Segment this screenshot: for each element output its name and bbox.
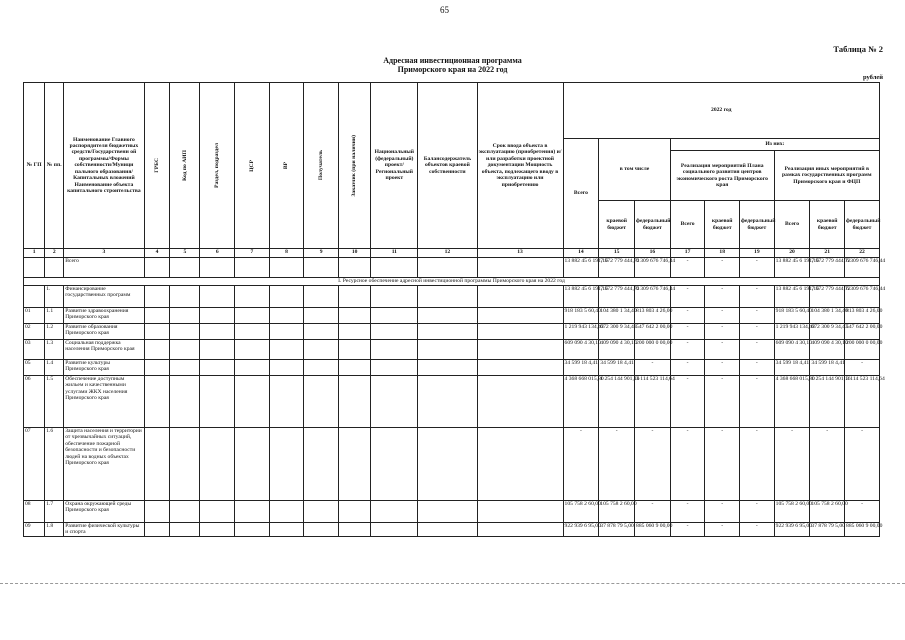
col-num: 18 [705,249,740,258]
value-c21: 409 090 4 30,10 [810,340,845,360]
value-c18: - [705,360,740,376]
gp-code: 03 [24,340,45,360]
cell [170,376,200,428]
program-name: Развитие физической культуры и спорта [64,523,144,537]
cell [338,340,370,360]
header-kraevoy-inyh: краевой бюджет [810,201,845,249]
value-c18: - [705,286,740,308]
value-c20: 922 939 6 95,00 [774,523,810,537]
cell [477,340,563,360]
page-number: 65 [440,5,449,15]
value-c21: 672 300 9 34,43 [810,324,845,340]
value-c20: 609 090 4 30,10 [774,340,810,360]
gp-code: 08 [24,501,45,523]
cell [371,523,418,537]
header-kraevoy-plan: краевой бюджет [705,201,740,249]
value-c19: - [740,286,775,308]
col-num: 20 [774,249,810,258]
cell [477,428,563,501]
value-c16: 3 114 523 114,64 [635,376,671,428]
cell [144,376,170,428]
col-num: 7 [235,249,270,258]
cell [269,376,304,428]
gp-code: 05 [24,360,45,376]
header-year: 2022 год [563,83,879,139]
title-line-1: Адресная инвестиционная программа [383,56,522,65]
program-name: Развитие образования Приморского края [64,324,144,340]
cell [235,324,270,340]
cell [477,360,563,376]
cell [144,360,170,376]
value-c18: - [705,376,740,428]
cell [338,286,370,308]
col-num: 9 [304,249,339,258]
section-title: I. Ресурсное обеспечение адресной инвестиционной программы Приморского края на 2022 год [24,278,880,286]
header-vr: ВР [269,83,304,249]
header-zakazchik: Заказчик (при наличии) [338,83,370,249]
value-c20: 4 368 668 015,80 [774,376,810,428]
document-title [0,56,905,74]
value-c19: - [740,523,775,537]
col-num: 1 [24,249,45,258]
value-c17: - [670,376,705,428]
cell [269,523,304,537]
cell [338,258,370,278]
cell [304,376,339,428]
value-c22: - [845,501,880,523]
pp-number: 1.1 [45,308,64,324]
total-c20: 13 882 45 6 191,16 [774,258,810,278]
value-c19: - [740,501,775,523]
value-c18: - [705,501,740,523]
value-c14: 13 882 45 6 191,16 [563,286,599,308]
pp-number: 1.2 [45,324,64,340]
table-row [24,340,880,360]
col-num: 5 [170,249,200,258]
value-c14: 1 219 943 134,43 [563,324,599,340]
unit-label: рублей [862,74,883,81]
header-gp: № ГП [24,83,45,249]
cell [170,258,200,278]
value-c19: - [740,376,775,428]
cell [338,501,370,523]
cell [371,340,418,360]
col-num: 13 [477,249,563,258]
value-c22: 547 642 2 00,00 [845,324,880,340]
pp-number: 1.7 [45,501,64,523]
value-c17: - [670,360,705,376]
program-name: Развитие здравоохранения Приморского края [64,308,144,324]
header-vsego-plan: Всего [670,201,705,249]
cell [200,428,235,501]
value-c19: - [740,308,775,324]
value-c22: 6 309 676 746,44 [845,286,880,308]
value-c14: 922 939 6 95,00 [563,523,599,537]
cell [304,258,339,278]
cell [235,258,270,278]
pp-number: 1.8 [45,523,64,537]
cell [200,258,235,278]
cell [477,501,563,523]
cell [144,286,170,308]
value-c17: - [670,428,705,501]
value-c16: - [635,501,671,523]
cell [269,428,304,501]
header-realiz-plan: Реализация мероприятий Плана социального развития центров экономического роста Приморского края [670,151,774,201]
col-num: 4 [144,249,170,258]
page-edge-divider [0,583,905,585]
cell [477,523,563,537]
value-c21: 1 254 144 901,16 [810,376,845,428]
cell [144,340,170,360]
cell [418,286,477,308]
cell [170,428,200,501]
total-c15: 7 572 779 444,72 [599,258,635,278]
value-c17: - [670,286,705,308]
header-vsego: Всего [563,139,599,249]
program-name: Финансирование государственных программ [64,286,144,308]
header-federalny: федеральный бюджет [635,201,671,249]
cell [269,258,304,278]
value-c19: - [740,360,775,376]
cell [144,428,170,501]
value-c20: 918 183 5 60,40 [774,308,810,324]
cell [418,308,477,324]
header-razdel: Раздел, подраздел [200,83,235,249]
value-c16: 200 000 0 00,00 [635,340,671,360]
header-iz-nih: Из них: [670,139,879,151]
cell [418,324,477,340]
value-c18: - [705,324,740,340]
cell [477,324,563,340]
gp-code [24,286,45,308]
value-c15: 37 878 79 5,00 [599,523,635,537]
value-c22: 3 114 523 114,64 [845,376,880,428]
header-realiz-inyh: Реализация иных мероприятий в рамках государственных программ Приморского края и ФЦП [774,151,879,201]
value-c22: 813 803 4 26,00 [845,308,880,324]
col-num: 12 [418,249,477,258]
header-srok: Срок ввода объекта в эксплуатацию (приобретения) и/или разработки проектной документации Мощность объекта, подлежащего вводу в эксплуатацию или приобретению [477,83,563,249]
column-numbers-row [24,249,880,258]
cell [338,308,370,324]
cell [304,308,339,324]
gp-code: 09 [24,523,45,537]
cell [338,376,370,428]
value-c19: - [740,428,775,501]
col-num: 6 [200,249,235,258]
value-c15: 104 380 1 34,40 [599,308,635,324]
cell [371,286,418,308]
value-c19: - [740,340,775,360]
value-c20: 13 882 45 6 191,16 [774,286,810,308]
pp-number: 1.5 [45,376,64,428]
value-c22: - [845,360,880,376]
program-name: Обеспечение доступным жильем и качественными услугами ЖКХ населения Приморского края [64,376,144,428]
cell [235,523,270,537]
cell [200,308,235,324]
value-c15: 105 758 2 60,00 [599,501,635,523]
header-v-tom-chisle: в том числе [599,139,671,201]
value-c14: 105 758 2 60,00 [563,501,599,523]
total-c14: 13 882 45 6 191,16 [563,258,599,278]
col-num: 17 [670,249,705,258]
value-c20: - [774,428,810,501]
cell [200,286,235,308]
col-num: 3 [64,249,144,258]
header-balans: Балансодержатель объектов краевой собственности [418,83,477,249]
value-c16: 813 803 4 26,00 [635,308,671,324]
cell [418,376,477,428]
value-c18: - [705,428,740,501]
total-c21: 7 572 779 444,72 [810,258,845,278]
col-num: 21 [810,249,845,258]
program-name: Развитие культуры Приморского края [64,360,144,376]
table-row [24,376,880,428]
value-c17: - [670,324,705,340]
total-c19: - [740,258,775,278]
cell [144,308,170,324]
col-num: 2 [45,249,64,258]
gp-code: 07 [24,428,45,501]
value-c20: 105 758 2 60,00 [774,501,810,523]
cell [371,324,418,340]
value-c14: 4 368 668 015,80 [563,376,599,428]
cell [200,360,235,376]
value-c21: 34 599 18 4,41 [810,360,845,376]
value-c14: 34 599 18 4,41 [563,360,599,376]
cell [235,428,270,501]
cell [269,286,304,308]
cell [235,360,270,376]
value-c21: 105 758 2 60,00 [810,501,845,523]
value-c14: 918 183 5 60,40 [563,308,599,324]
table-number: Таблица № 2 [833,44,883,54]
cell [235,501,270,523]
value-c16: 885 060 9 00,00 [635,523,671,537]
value-c17: - [670,501,705,523]
col-num: 14 [563,249,599,258]
gp-code: 01 [24,308,45,324]
cell [235,340,270,360]
value-c16: - [635,360,671,376]
table-row [24,523,880,537]
cell [371,501,418,523]
cell [371,376,418,428]
value-c17: - [670,340,705,360]
col-num: 15 [599,249,635,258]
value-c20: 1 219 943 134,43 [774,324,810,340]
col-num: 8 [269,249,304,258]
table-row [24,360,880,376]
col-num: 22 [845,249,880,258]
total-c22: 6 309 676 746,44 [845,258,880,278]
value-c21: 37 878 79 5,00 [810,523,845,537]
cell [269,308,304,324]
header-name: Наименование Главного распорядителя бюджетных средств/Государственн ой программы/Формы собственности/Муници пального образования/ Капитальных вложений Наименование объекта капитального строительства [64,83,144,249]
cell [200,324,235,340]
cell [200,523,235,537]
investment-table [23,82,886,537]
header-vsego-inyh: Всего [774,201,810,249]
header-aip: Код по АИП [170,83,200,249]
header-federalny-plan: федеральный бюджет [740,201,775,249]
header-federalny-inyh: федеральный бюджет [845,201,880,249]
title-line-2: Приморского края на 2022 год [397,65,508,74]
program-name: Охрана окружающей среды Приморского края [64,501,144,523]
gp-code: 02 [24,324,45,340]
cell [418,258,477,278]
value-c16: 6 309 676 746,44 [635,286,671,308]
value-c21: 104 380 1 34,40 [810,308,845,324]
value-c18: - [705,523,740,537]
cell [338,324,370,340]
value-c16: 547 642 2 00,00 [635,324,671,340]
value-c22: - [845,428,880,501]
cell [371,308,418,324]
table-row [24,308,880,324]
value-c18: - [705,340,740,360]
gp-code: 06 [24,376,45,428]
header-poluchatel: Получатель [304,83,339,249]
cell [371,360,418,376]
value-c19: - [740,324,775,340]
value-c17: - [670,308,705,324]
header-natsproekt: Национальный (федеральный) проект/ Региональный проект [371,83,418,249]
cell [371,258,418,278]
cell [418,523,477,537]
cell [45,258,64,278]
cell [418,428,477,501]
cell [269,360,304,376]
cell [200,376,235,428]
cell [200,340,235,360]
value-c15: - [599,428,635,501]
cell [338,360,370,376]
cell [200,501,235,523]
cell [24,258,45,278]
cell [304,360,339,376]
header-kraevoy: краевой бюджет [599,201,635,249]
value-c21: 7 572 779 444,72 [810,286,845,308]
cell [144,523,170,537]
table-row [24,501,880,523]
cell [477,308,563,324]
table-row [24,428,880,501]
pp-number: 1.3 [45,340,64,360]
cell [170,324,200,340]
col-num: 10 [338,249,370,258]
value-c22: 885 060 9 00,00 [845,523,880,537]
total-c16: 6 309 676 746,44 [635,258,671,278]
cell [304,523,339,537]
cell [304,286,339,308]
program-name: Социальная поддержка населения Приморского края [64,340,144,360]
table-row [24,324,880,340]
value-c15: 7 572 779 444,72 [599,286,635,308]
cell [304,324,339,340]
data-rows [24,286,886,537]
cell [304,340,339,360]
value-c18: - [705,308,740,324]
pp-number: 1.4 [45,360,64,376]
value-c15: 1 254 144 901,16 [599,376,635,428]
cell [170,523,200,537]
value-c16: - [635,428,671,501]
cell [338,428,370,501]
cell [170,286,200,308]
total-c17: - [670,258,705,278]
header-grbs: ГРБС [144,83,170,249]
cell [477,376,563,428]
cell [371,428,418,501]
total-label: Всего [64,258,144,278]
program-name: Защита населения и территории от чрезвычайных ситуаций, обеспечение пожарной безопасности и безопасности людей на водных объектах Приморского края [64,428,144,501]
cell [235,308,270,324]
cell [418,340,477,360]
total-c18: - [705,258,740,278]
cell [269,340,304,360]
cell [477,258,563,278]
value-c22: 200 000 0 00,00 [845,340,880,360]
table-row [24,286,880,308]
value-c15: 409 090 4 30,10 [599,340,635,360]
cell [304,428,339,501]
cell [144,501,170,523]
cell [170,360,200,376]
cell [304,501,339,523]
value-c20: 34 599 18 4,41 [774,360,810,376]
value-c17: - [670,523,705,537]
cell [477,286,563,308]
value-c21: - [810,428,845,501]
cell [418,501,477,523]
cell [170,501,200,523]
header-pp: № пп. [45,83,64,249]
header-csr: ЦСР [235,83,270,249]
total-row [24,258,880,278]
col-num: 11 [371,249,418,258]
cell [235,376,270,428]
cell [269,324,304,340]
cell [170,308,200,324]
cell [170,340,200,360]
col-num: 16 [635,249,671,258]
pp-number: 1.6 [45,428,64,501]
cell [235,286,270,308]
cell [418,360,477,376]
value-c15: 34 599 18 4,41 [599,360,635,376]
pp-number: 1. [45,286,64,308]
value-c14: 609 090 4 30,10 [563,340,599,360]
value-c15: 672 300 9 34,43 [599,324,635,340]
cell [144,324,170,340]
cell [269,501,304,523]
value-c14: - [563,428,599,501]
col-num: 19 [740,249,775,258]
cell [338,523,370,537]
cell [144,258,170,278]
